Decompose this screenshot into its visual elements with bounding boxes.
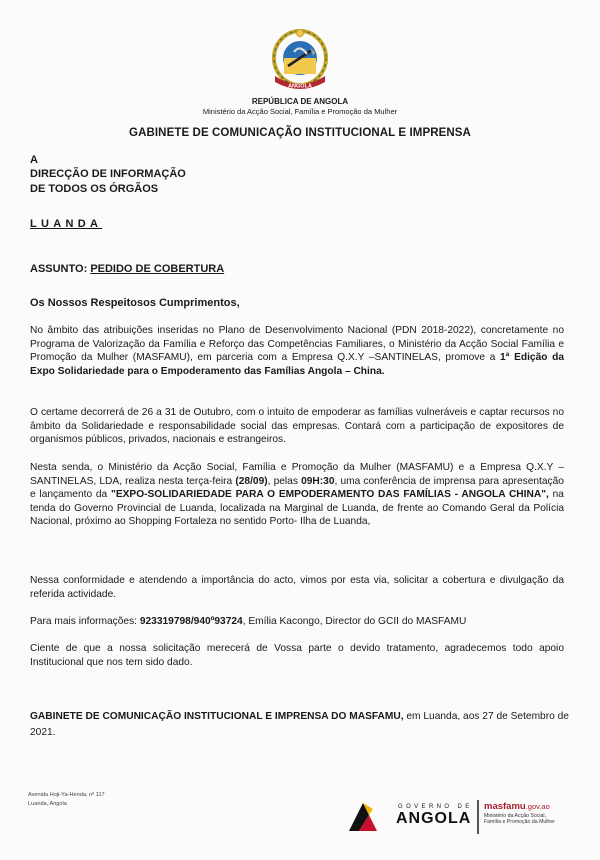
phone-numbers: 923319798/940º93724 xyxy=(139,616,243,627)
city-line: LUANDA xyxy=(30,218,103,230)
paragraph-intro xyxy=(30,324,564,378)
subtitle-line: Família e Promoção da Mulher xyxy=(484,819,555,826)
subject-value: PEDIDO DE COBERTURA xyxy=(90,263,225,275)
recipient-line: A xyxy=(30,154,38,166)
paragraph-contact xyxy=(30,615,564,629)
text: Para mais informações: xyxy=(30,616,140,627)
subtitle-line: Ministério da Acção Social, xyxy=(484,813,546,819)
address-line: Avenida Hoji-Ya-Henda, nº 117 xyxy=(28,792,105,798)
text: , pelas xyxy=(267,475,302,487)
governo-angola-logo-icon xyxy=(347,801,379,833)
paragraph-request: Nessa conformidade e atendendo a importância do acto, vimos por esta via, solicitar a cobertura e divulgação da referida actividade. xyxy=(30,575,564,600)
masfamu-subtitle xyxy=(484,813,555,826)
text: , Emília Kacongo, Director do GCII do MASFAMU xyxy=(242,616,467,627)
office-title: GABINETE DE COMUNICAÇÃO INSTITUCIONAL E IMPRENSA xyxy=(129,127,471,139)
subject-line xyxy=(30,263,224,275)
angola-coat-of-arms-icon xyxy=(262,26,338,96)
paragraph-conference xyxy=(30,461,564,529)
signature-org: GABINETE DE COMUNICAÇÃO INSTITUCIONAL E IMPRENSA DO MASFAMU, xyxy=(30,711,404,722)
ministry-name: Ministério da Acção Social, Família e Promoção da Mulher xyxy=(202,107,398,116)
text: na tenda do Governo Provincial de Luanda, localizada na Marginal de Luanda, de frente ao Comando Geral da Polícia Nacional, próximo ao Shopping Fortaleza no sentido Porto- Ilha de Luanda, xyxy=(30,489,564,528)
paragraph-dates: O certame decorrerá de 26 a 31 de Outubro, com o intuito de empoderar as famílias vulneráveis e captar recursos no âmbito da Solidariedade e responsabilidade social das empresas. Contará com a participação de expositores de organismos públicos, privados, nacionais e estrangeiros. xyxy=(30,407,564,446)
divider xyxy=(477,800,479,834)
recipient-line: DE TODOS OS ÓRGÃOS xyxy=(30,182,159,195)
emblem-label: ANGOLA xyxy=(288,83,312,90)
conference-date: (28/09) xyxy=(235,475,268,487)
text: No âmbito das atribuições inseridas no Plano de Desenvolvimento Nacional (PDN 2018-2022), concretamente no Programa de Valorização da Família e Reforço das Competências Familiares, o Ministério da Acção Social Família e Promoção da Mulher (MASFAMU), em parceria com a Empresa Q.X.Y –SANTINELAS, promove a xyxy=(30,325,564,364)
angola-text: ANGOLA xyxy=(396,810,472,827)
recipient-line: DIRECÇÃO DE INFORMAÇÃO xyxy=(30,168,186,181)
greeting: Os Nossos Respeitosos Cumprimentos, xyxy=(30,297,240,309)
expo-name: "EXPO-SOLIDARIEDADE PARA O EMPODERAMENTO DAS FAMÍLIAS - ANGOLA CHINA", xyxy=(110,489,549,501)
paragraph-closing: Ciente de que a nossa solicitação merecerá de Vossa parte o devido tratamento, agradecemos todo apoio Institucional que nos tem sido dado. xyxy=(30,643,564,668)
footer-address xyxy=(28,791,105,809)
text: Nesta senda, o Ministério da Acção Social, Família e Promoção da Mulher (MASFAMU) e a Empresa Q.X.Y – SANTINELAS, LDA, realiza nesta terça-feira xyxy=(30,462,564,487)
governo-de-text: GOVERNO DE xyxy=(398,804,473,810)
site-name: masfamu xyxy=(484,801,526,812)
masfamu-site xyxy=(484,801,550,812)
event-title: 1ª Edição da Expo Solidariedade para o Empoderamento das Famílias Angola – China. xyxy=(30,352,564,377)
subject-label: ASSUNTO: xyxy=(30,263,91,275)
site-domain: .gov.ao xyxy=(525,802,550,811)
signature xyxy=(30,709,570,741)
address-line: Luanda, Angola xyxy=(28,801,67,807)
conference-time: 09H:30 xyxy=(301,475,335,487)
country-name: REPÚBLICA DE ANGOLA xyxy=(251,97,349,106)
recipient-block xyxy=(30,153,186,196)
signature-place-date: em Luanda, aos 27 de Setembro de 2021. xyxy=(30,711,569,738)
text: , uma conferência de imprensa para apresentação e lançamento da xyxy=(30,475,564,501)
